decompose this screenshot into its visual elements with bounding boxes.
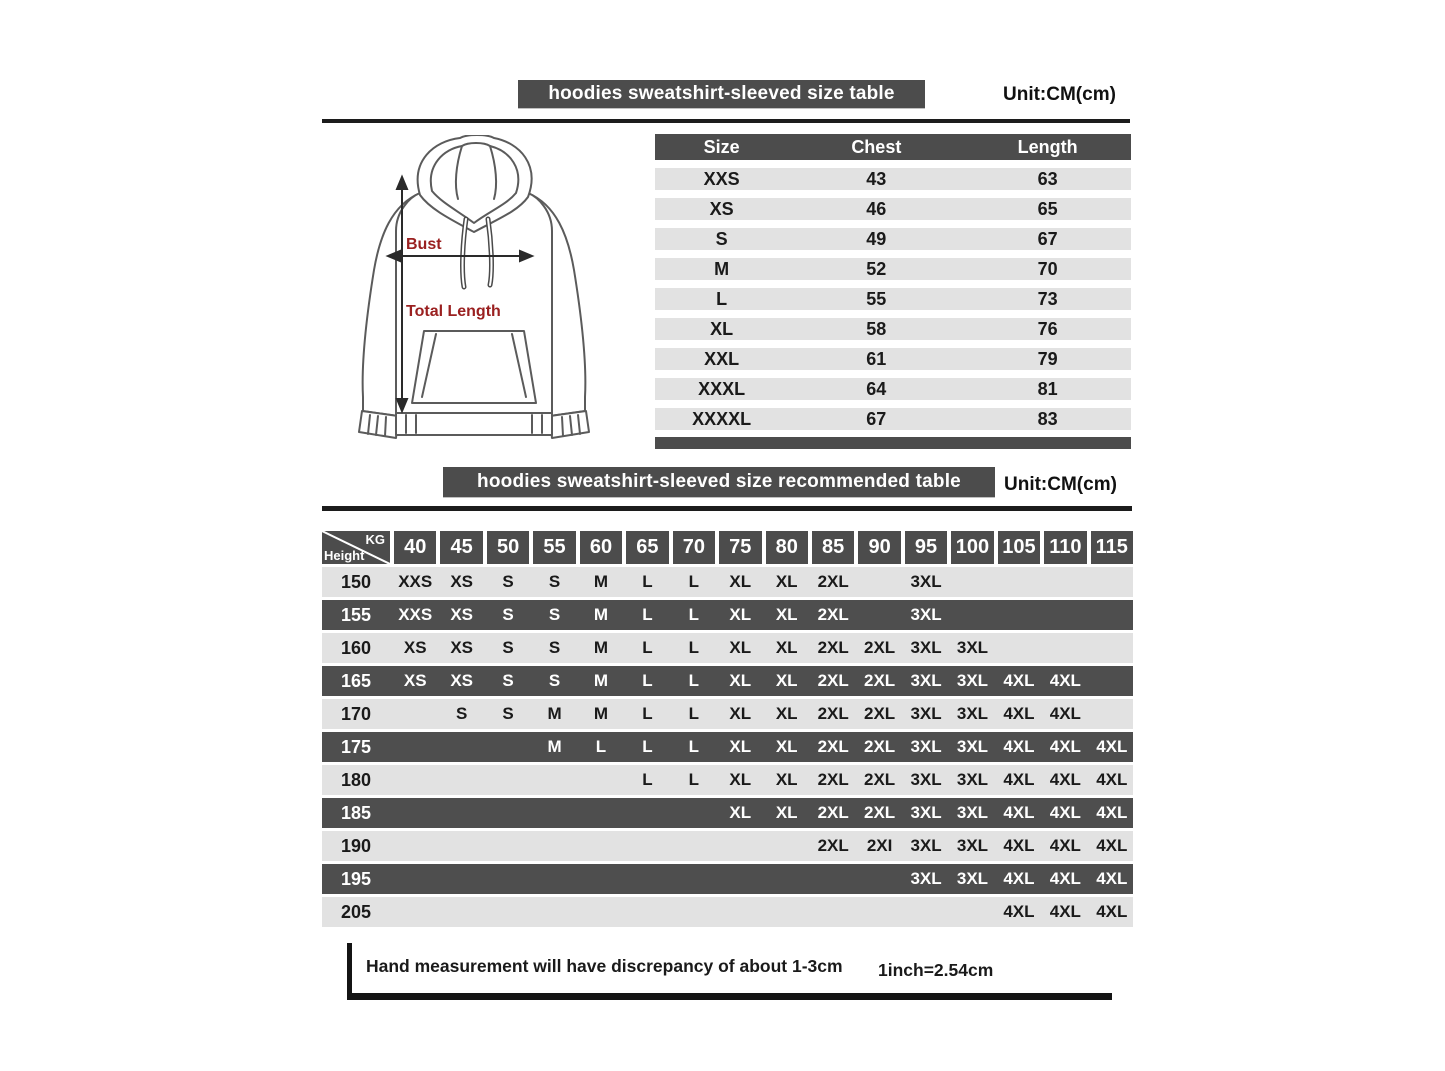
hoodie-hem xyxy=(396,413,552,435)
size-recommendation-cell: 4XL xyxy=(1049,836,1081,855)
weight-header-cell: 95 xyxy=(905,531,947,564)
size-recommendation-cell: XXS xyxy=(398,605,433,624)
size-recommendation-cell: S xyxy=(548,572,561,591)
weight-header-cell: 65 xyxy=(626,531,668,564)
size-recommendation-cell: S xyxy=(455,704,468,723)
size-recommendation-cell: S xyxy=(548,605,561,624)
size-recommendation-cell: XL xyxy=(775,704,798,723)
size-table-row xyxy=(655,198,1131,220)
size-cell: S xyxy=(715,228,728,249)
size-recommendation-cell: 2XL xyxy=(864,638,896,657)
weight-header-cell: 110 xyxy=(1044,531,1086,564)
size-recommendation-cell: 4XL xyxy=(1049,770,1081,789)
total-length-label: Total Length xyxy=(406,303,501,320)
weight-header-cell: 40 xyxy=(394,531,436,564)
size-recommendation-cell: 3XL xyxy=(910,803,942,822)
size-recommendation-cell: XL xyxy=(775,671,798,690)
corner-height-label: Height xyxy=(324,548,365,563)
size-recommendation-cell: 2XL xyxy=(864,704,896,723)
hoodie-left-cuff xyxy=(359,411,398,438)
weight-header-cell: 45 xyxy=(440,531,482,564)
size-recommendation-cell: 2XL xyxy=(817,836,849,855)
chest-cell: 61 xyxy=(866,348,887,369)
weight-header-cell: 60 xyxy=(580,531,622,564)
size-recommendation-cell: 3XL xyxy=(910,572,942,591)
length-cell: 83 xyxy=(1037,408,1058,429)
size-recommendation-cell: XXS xyxy=(398,572,433,591)
weight-header-cell: 50 xyxy=(487,531,529,564)
weight-header-cell: 105 xyxy=(998,531,1040,564)
size-recommendation-cell: XL xyxy=(729,605,752,624)
chest-cell: 46 xyxy=(866,198,887,219)
height-cell: 205 xyxy=(340,901,372,922)
size-recommendation-cell: 3XL xyxy=(910,869,942,888)
size-table-title: hoodies sweatshirt-sleeved size table xyxy=(548,83,895,104)
size-cell: XL xyxy=(710,318,734,339)
size-recommendation-cell: M xyxy=(593,572,609,591)
length-cell: 73 xyxy=(1037,288,1058,309)
size-table-row xyxy=(655,378,1131,400)
size-table-title-bar xyxy=(518,80,925,108)
height-cell: 155 xyxy=(340,604,372,625)
hoodie-right-cuff xyxy=(550,411,589,438)
weight-header-cell: 100 xyxy=(951,531,993,564)
corner-cell xyxy=(322,531,390,564)
size-recommendation-cell: 2XL xyxy=(817,638,849,657)
recommended-table-row xyxy=(322,897,1133,927)
size-recommendation-cell: 3XL xyxy=(956,770,989,789)
size-recommendation-cell: S xyxy=(502,704,514,723)
bust-label: Bust xyxy=(406,236,442,253)
size-recommendation-cell: XS xyxy=(450,671,473,690)
size-recommendation-cell: 2XL xyxy=(817,671,849,690)
size-recommendation-cell: 3XL xyxy=(910,671,942,690)
size-recommendation-cell: XS xyxy=(450,638,473,657)
weight-header-cell: 85 xyxy=(812,531,854,564)
size-recommendation-cell: 4XL xyxy=(1003,704,1035,723)
size-recommendation-cell: 4XL xyxy=(1003,836,1035,855)
size-recommendation-cell: XL xyxy=(775,605,798,624)
size-recommendation-cell: 4XL xyxy=(1003,770,1035,789)
size-recommendation-cell: 4XL xyxy=(1049,704,1081,723)
size-recommendation-cell: XL xyxy=(729,671,752,690)
hoodie-diagram xyxy=(332,135,615,457)
size-cell: XXXXL xyxy=(692,408,752,429)
height-cell: 175 xyxy=(340,736,372,757)
size-table-header-cell: Length xyxy=(1017,136,1078,157)
weight-header-cell: 70 xyxy=(673,531,715,564)
size-recommendation-cell: 4XL xyxy=(1096,737,1128,756)
size-recommendation-cell: 4XL xyxy=(1049,671,1081,690)
size-recommendation-cell: 4XL xyxy=(1049,902,1081,921)
size-recommendation-cell: 2XL xyxy=(864,737,896,756)
length-cell: 79 xyxy=(1037,348,1058,369)
height-cell: 160 xyxy=(340,637,372,658)
unit-label-top: Unit:CM(cm) xyxy=(1003,84,1116,105)
footer-left-bar xyxy=(347,943,352,1000)
chest-cell: 67 xyxy=(866,408,887,429)
size-table-row xyxy=(655,258,1131,280)
size-recommendation-cell: M xyxy=(593,638,609,657)
chest-cell: 49 xyxy=(866,228,887,249)
size-recommendation-cell: 3XL xyxy=(910,836,942,855)
recommended-table-row xyxy=(322,600,1133,630)
weight-header-cell: 90 xyxy=(858,531,900,564)
size-table-body xyxy=(655,168,1131,430)
size-recommendation-cell: L xyxy=(642,638,653,657)
size-recommendation-cell: 3XL xyxy=(910,770,942,789)
middle-divider-rule xyxy=(322,506,1132,511)
corner-kg-label: KG xyxy=(365,532,385,547)
size-recommendation-cell: S xyxy=(502,638,514,657)
height-cell: 190 xyxy=(340,835,372,856)
recommended-table-body xyxy=(322,567,1133,927)
size-recommendation-cell: M xyxy=(547,737,562,756)
size-recommendation-cell: 4XL xyxy=(1096,836,1128,855)
length-cell: 70 xyxy=(1037,258,1058,279)
recommended-table-row xyxy=(322,699,1133,729)
size-recommendation-cell: S xyxy=(502,572,514,591)
size-table-header-cell: Size xyxy=(703,136,740,157)
size-recommendation-cell: 2XL xyxy=(817,605,849,624)
size-recommendation-cell: S xyxy=(548,638,561,657)
size-recommendation-cell: 3XL xyxy=(956,803,989,822)
size-recommendation-cell: XL xyxy=(775,737,798,756)
footer-rule xyxy=(350,993,1112,1000)
size-recommendation-cell: L xyxy=(642,572,653,591)
size-cell: XS xyxy=(709,198,734,219)
recommended-table-row xyxy=(322,765,1133,795)
length-cell: 67 xyxy=(1037,228,1058,249)
size-cell: XXS xyxy=(703,168,740,189)
size-recommendation-cell: L xyxy=(595,737,607,756)
weight-header-cell: 55 xyxy=(533,531,575,564)
size-recommendation-cell: 2XI xyxy=(866,836,893,855)
size-recommendation-cell: 4XL xyxy=(1096,902,1128,921)
length-cell: 65 xyxy=(1037,198,1058,219)
size-recommendation-cell: 3XL xyxy=(910,704,942,723)
size-cell: XXXL xyxy=(698,378,746,399)
size-cell: L xyxy=(716,288,728,309)
size-recommendation-cell: XL xyxy=(775,770,798,789)
recommended-table-row xyxy=(322,798,1133,828)
size-recommendation-cell: 4XL xyxy=(1003,902,1035,921)
size-recommendation-cell: 4XL xyxy=(1049,803,1081,822)
size-recommendation-cell: M xyxy=(547,704,562,723)
recommended-table-row xyxy=(322,567,1133,597)
size-table-bottom-bar xyxy=(655,437,1131,449)
size-recommendation-cell: 4XL xyxy=(1049,869,1081,888)
size-recommendation-cell: S xyxy=(548,671,561,690)
height-cell: 180 xyxy=(340,769,372,790)
size-recommendation-cell: XL xyxy=(775,572,798,591)
size-recommendation-cell: L xyxy=(642,671,653,690)
size-recommendation-cell: XL xyxy=(729,638,752,657)
size-recommendation-cell: 2XL xyxy=(817,572,849,591)
size-recommendation-cell: XS xyxy=(450,572,473,591)
size-recommendation-cell: 2XL xyxy=(864,770,896,789)
height-cell: 185 xyxy=(340,802,372,823)
size-recommendation-cell: 2XL xyxy=(817,704,849,723)
length-cell: 76 xyxy=(1037,318,1058,339)
unit-label-bottom: Unit:CM(cm) xyxy=(1004,474,1117,495)
size-table-header-cell: Chest xyxy=(851,136,902,157)
size-recommendation-cell: XL xyxy=(775,803,798,822)
size-table-header xyxy=(655,134,1131,160)
size-recommendation-cell: L xyxy=(642,737,653,756)
size-recommendation-cell: L xyxy=(688,605,700,624)
height-cell: 150 xyxy=(340,571,372,592)
size-recommendation-cell: 2XL xyxy=(817,770,849,789)
height-cell: 170 xyxy=(340,703,372,724)
size-table-row xyxy=(655,348,1131,370)
size-recommendation-cell: L xyxy=(688,572,700,591)
recommended-table-row xyxy=(322,732,1133,762)
size-recommendation-cell: 4XL xyxy=(1003,803,1035,822)
size-recommendation-cell: L xyxy=(688,638,700,657)
size-recommendation-cell: 3XL xyxy=(956,836,989,855)
size-table-row xyxy=(655,408,1131,430)
size-recommendation-cell: XL xyxy=(729,803,752,822)
chest-cell: 58 xyxy=(866,318,887,339)
height-cell: 195 xyxy=(340,868,372,889)
top-divider-rule xyxy=(322,119,1130,123)
length-cell: 63 xyxy=(1037,168,1058,189)
chest-cell: 52 xyxy=(866,258,887,279)
size-recommendation-cell: 2XL xyxy=(864,671,896,690)
size-cell: M xyxy=(714,258,730,279)
footer-note: Hand measurement will have discrepancy of about 1-3cm xyxy=(366,956,843,976)
size-recommendation-cell: L xyxy=(688,671,700,690)
size-recommendation-cell: 3XL xyxy=(910,605,942,624)
size-recommendation-cell: 4XL xyxy=(1049,737,1081,756)
size-table-row xyxy=(655,288,1131,310)
size-recommendation-cell: S xyxy=(502,671,514,690)
size-recommendation-cell: XS xyxy=(450,605,473,624)
size-recommendation-cell: 2XL xyxy=(864,803,896,822)
size-recommendation-cell: 4XL xyxy=(1096,869,1128,888)
recommended-table-row xyxy=(322,633,1133,663)
size-recommendation-cell: M xyxy=(593,704,609,723)
size-recommendation-cell: L xyxy=(642,704,653,723)
chest-cell: 43 xyxy=(866,168,887,189)
size-recommendation-cell: XL xyxy=(729,572,752,591)
size-recommendation-cell: S xyxy=(502,605,514,624)
length-cell: 81 xyxy=(1037,378,1058,399)
size-recommendation-cell: 4XL xyxy=(1096,770,1128,789)
size-recommendation-cell: L xyxy=(688,770,700,789)
recommended-table xyxy=(322,531,1133,927)
size-recommendation-cell: L xyxy=(642,770,653,789)
size-recommendation-cell: XL xyxy=(729,704,752,723)
size-recommendation-cell: 2XL xyxy=(817,737,849,756)
size-recommendation-cell: L xyxy=(688,737,700,756)
size-table-row xyxy=(655,318,1131,340)
size-table-row xyxy=(655,228,1131,250)
size-recommendation-cell: XL xyxy=(775,638,798,657)
size-recommendation-cell: XS xyxy=(403,671,427,690)
size-recommendation-cell: L xyxy=(688,704,700,723)
size-recommendation-cell: 3XL xyxy=(956,638,989,657)
size-recommendation-cell: 2XL xyxy=(817,803,849,822)
recommended-table-row xyxy=(322,864,1133,894)
size-recommendation-cell: M xyxy=(593,605,609,624)
size-recommendation-cell: 3XL xyxy=(956,704,989,723)
size-recommendation-cell: 4XL xyxy=(1003,869,1035,888)
recommended-table-title-bar xyxy=(443,467,995,497)
size-recommendation-cell: XL xyxy=(729,737,752,756)
size-recommendation-cell: 3XL xyxy=(910,737,942,756)
weight-header-cell: 75 xyxy=(719,531,761,564)
size-recommendation-cell: 3XL xyxy=(910,638,942,657)
footer-conversion: 1inch=2.54cm xyxy=(878,960,994,980)
recommended-table-row xyxy=(322,666,1133,696)
chest-cell: 55 xyxy=(866,288,887,309)
size-recommendation-cell: 4XL xyxy=(1096,803,1128,822)
weight-header-cell: 80 xyxy=(766,531,808,564)
size-table xyxy=(655,134,1131,449)
height-cell: 165 xyxy=(340,670,372,691)
recommended-table-header xyxy=(322,531,1133,564)
chest-cell: 64 xyxy=(866,378,887,399)
size-recommendation-cell: 4XL xyxy=(1003,737,1035,756)
hoodie-pocket xyxy=(412,331,536,403)
size-recommendation-cell: XS xyxy=(403,638,427,657)
size-recommendation-cell: XL xyxy=(729,770,752,789)
size-recommendation-cell: 3XL xyxy=(956,869,989,888)
size-table-row xyxy=(655,168,1131,190)
size-recommendation-cell: M xyxy=(593,671,609,690)
size-recommendation-cell: 3XL xyxy=(956,671,989,690)
size-cell: XXL xyxy=(704,348,740,369)
size-recommendation-cell: L xyxy=(642,605,653,624)
size-recommendation-cell: 3XL xyxy=(956,737,989,756)
size-recommendation-cell: 4XL xyxy=(1003,671,1035,690)
recommended-table-row xyxy=(322,831,1133,861)
recommended-table-title: hoodies sweatshirt-sleeved size recommended table xyxy=(477,471,961,492)
weight-header-cell: 115 xyxy=(1091,531,1133,564)
